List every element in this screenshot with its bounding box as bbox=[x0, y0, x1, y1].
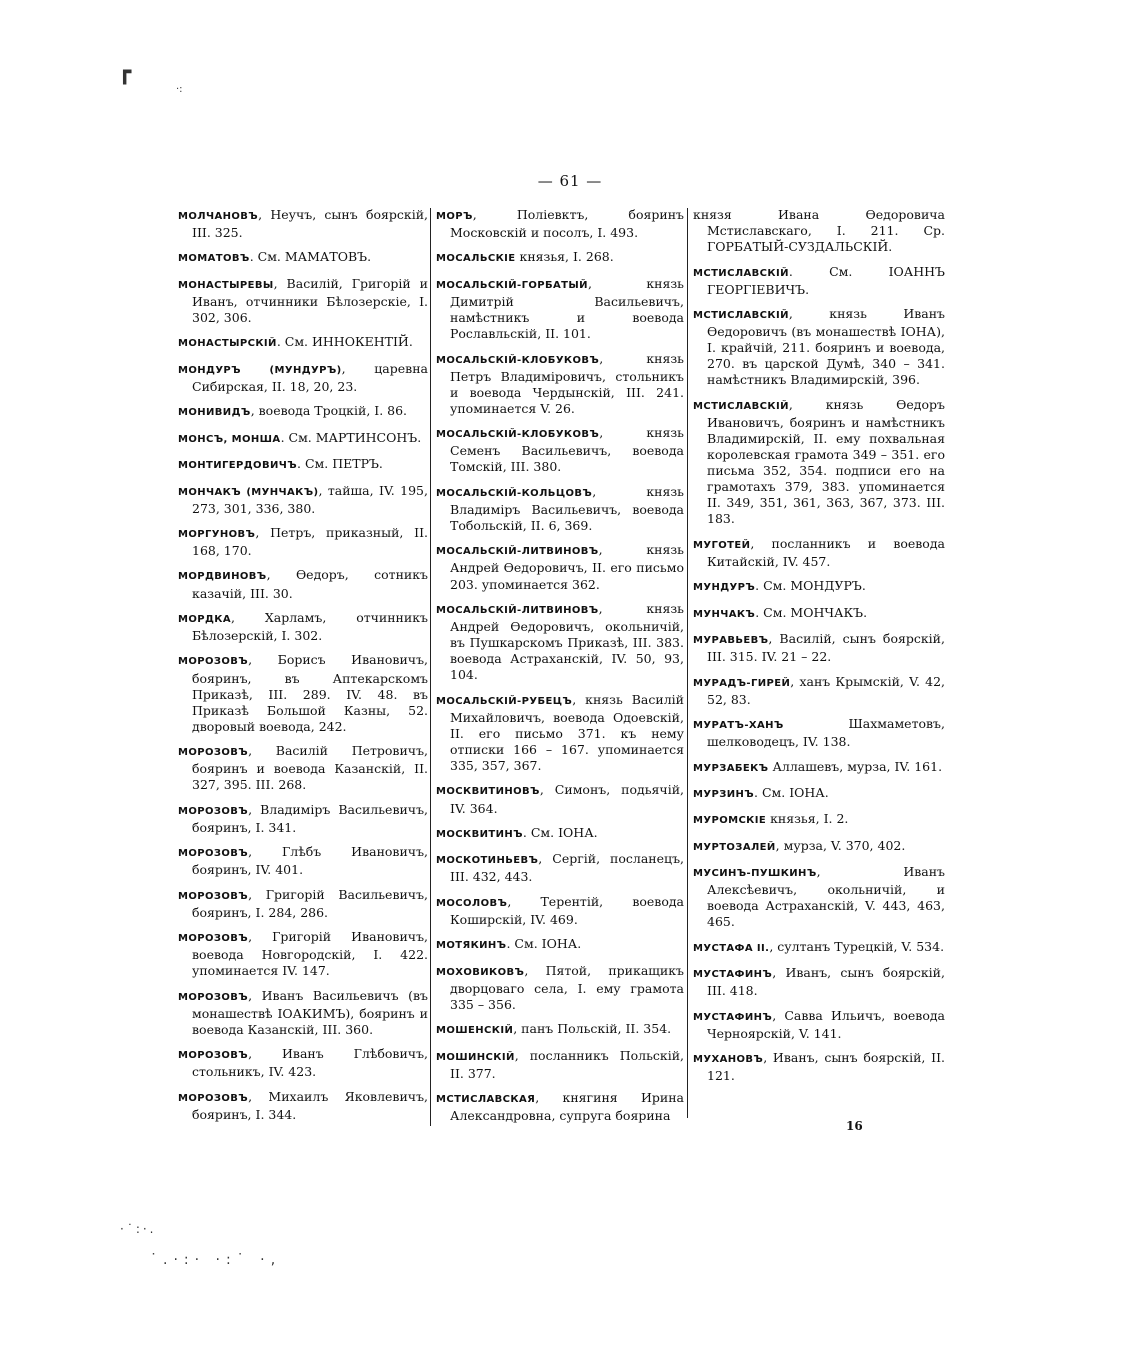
entry-headword: МУНДУРЪ bbox=[693, 582, 756, 594]
index-entry bbox=[436, 351, 684, 417]
entry-text: , Иванъ, сынъ боярскій, II. 121. bbox=[707, 1050, 945, 1084]
index-entry bbox=[178, 403, 428, 421]
index-entry bbox=[178, 743, 428, 793]
index-entry bbox=[693, 785, 945, 803]
entry-headword: МОНАСТЫРСКІЙ bbox=[178, 338, 277, 350]
entry-text: . См. ПЕТРЪ. bbox=[297, 456, 383, 472]
entry-text: , князь Владиміръ Васильевичъ, воевода Тобольскій, II. 6, 369. bbox=[450, 483, 684, 533]
index-column-2 bbox=[436, 207, 684, 1133]
entry-headword: МОСАЛЬСКІЕ bbox=[436, 253, 516, 265]
entry-headword: МУРАДЪ-ГИРЕЙ bbox=[693, 677, 791, 689]
entry-headword: МОШИНСКІЙ bbox=[436, 1051, 515, 1063]
entry-text: Аллашевъ, мурза, IV. 161. bbox=[768, 758, 943, 774]
entry-headword: МОСАЛЬСКІЙ-ГОРБАТЫЙ bbox=[436, 279, 588, 291]
entry-headword: МСТИСЛАВСКАЯ bbox=[436, 1094, 536, 1106]
index-entry bbox=[693, 631, 945, 665]
entry-text: , мурза, V. 370, 402. bbox=[775, 837, 906, 853]
index-entry bbox=[178, 1046, 428, 1080]
entry-text: князя Ивана Ѳедоровича Мстиславскаго, I. 211. Ср. ГОРБАТЫЙ-СУЗДАЛЬСКІЙ. bbox=[693, 207, 945, 255]
entry-text: . См. МАМАТОВЪ. bbox=[249, 249, 372, 265]
printer-signature-mark: 16 bbox=[846, 1119, 863, 1133]
index-column-1 bbox=[178, 207, 428, 1131]
index-entry bbox=[178, 610, 428, 644]
page-number: — 61 — bbox=[537, 172, 603, 190]
index-entry bbox=[693, 811, 945, 829]
entry-text: , князь Ѳедоръ Ивановичъ, бояринъ и намѣстникъ Владимирскій, II. ему похвальная королевская грамота 349 – 351. его письма 352, 354. подписи его на грамотахъ 379, 383. упоминается II. 349, 351, 361, 363, 367, 373. III. 183. bbox=[707, 396, 945, 527]
entry-text: князья, I. 2. bbox=[766, 811, 849, 827]
entry-headword: МОСКОТИНЬЕВЪ bbox=[436, 855, 539, 867]
entry-text: . См. ИННОКЕНТІЙ. bbox=[276, 334, 413, 350]
entry-headword: МОРОЗОВЪ bbox=[178, 890, 249, 902]
entry-text: , князь Семенъ Васильевичъ, воевода Томскій, III. 380. bbox=[450, 425, 684, 475]
entry-text: , Василій, сынъ боярскій, III. 315. IV. 21 – 22. bbox=[707, 631, 945, 665]
entry-text: . См. ІОНА. bbox=[506, 936, 582, 952]
index-entry bbox=[436, 425, 684, 475]
entry-headword: МУГОТЕЙ bbox=[693, 539, 751, 551]
index-entry bbox=[178, 929, 428, 979]
entry-headword: МУРЗИНЪ bbox=[693, 788, 755, 800]
entry-text: , тайша, IV. 195, 273, 301, 336, 380. bbox=[192, 482, 428, 516]
index-entry bbox=[436, 1090, 684, 1124]
entry-text: , князь Димитрій Васильевичъ, намѣстникъ и воевода Рославльскій, II. 101. bbox=[450, 275, 684, 342]
entry-headword: МОСКВИТИНОВЪ bbox=[436, 786, 540, 798]
index-entry bbox=[693, 306, 945, 388]
entry-text: , Иванъ, сынъ боярскій, III. 418. bbox=[707, 965, 945, 999]
entry-headword: МОСАЛЬСКІЙ-ЛИТВИНОВЪ bbox=[436, 546, 599, 558]
index-entry bbox=[178, 887, 428, 921]
index-entry bbox=[436, 692, 684, 774]
entry-headword: МОРОЗОВЪ bbox=[178, 991, 249, 1003]
entry-text: , султанъ Турецкій, V. 534. bbox=[769, 938, 945, 954]
entry-headword: МОСАЛЬСКІЙ-КОЛЬЦОВЪ bbox=[436, 487, 593, 499]
entry-headword: МОРЪ bbox=[436, 211, 473, 222]
entry-text: , князь Андрей Ѳедоровичъ, окольничій, въ Пушкарскомъ Приказѣ, III. 383. воевода Астраханскій, IV. 50, 93, 104. bbox=[450, 600, 684, 683]
index-entry bbox=[693, 674, 945, 708]
entry-headword: МОРГУНОВЪ bbox=[178, 528, 256, 540]
index-entry bbox=[178, 525, 428, 559]
index-entry bbox=[436, 1021, 684, 1039]
entry-text: . См. ІОАННЪ ГЕОРГІЕВИЧЪ. bbox=[707, 263, 945, 297]
scan-corner-mark: ┏ bbox=[118, 60, 132, 85]
index-entry bbox=[436, 276, 684, 342]
entry-headword: МОНСЪ, МОНША bbox=[178, 433, 281, 445]
entry-headword: МОРОЗОВЪ bbox=[178, 656, 249, 668]
entry-text: , ханъ Крымскій, V. 42, 52, 83. bbox=[707, 673, 945, 707]
entry-headword: МОТЯКИНЪ bbox=[436, 940, 507, 952]
column-divider bbox=[687, 208, 688, 1118]
entry-text: , Сергій, посланецъ, III. 432, 443. bbox=[450, 851, 684, 885]
index-entry bbox=[436, 484, 684, 534]
entry-headword: МУРОМСКІЕ bbox=[693, 815, 767, 827]
entry-headword: МОНТИГЕРДОВИЧЪ bbox=[178, 460, 298, 472]
index-entry bbox=[693, 864, 945, 930]
index-entry bbox=[436, 207, 684, 241]
index-entry bbox=[693, 1050, 945, 1084]
entry-text: , царевна Сибирская, II. 18, 20, 23. bbox=[192, 360, 428, 394]
entry-headword: МУХАНОВЪ bbox=[693, 1054, 764, 1066]
index-entry bbox=[436, 782, 684, 816]
entry-text: , князь Петръ Владиміровичъ, стольникъ и воевода Чердынскій, III. 241. упоминается V. 26. bbox=[450, 350, 684, 416]
entry-text: , посланникъ Польскій, II. 377. bbox=[450, 1047, 684, 1081]
entry-headword: МОРОЗОВЪ bbox=[178, 1092, 249, 1104]
entry-text: , Харламъ, отчинникъ Бѣлозерскій, I. 302. bbox=[192, 609, 428, 644]
entry-text: , воевода Троцкій, I. 86. bbox=[250, 403, 408, 419]
index-entry bbox=[693, 716, 945, 750]
index-entry bbox=[693, 264, 945, 298]
entry-headword: МУСТАФИНЪ bbox=[693, 1011, 773, 1023]
index-column-3 bbox=[693, 207, 945, 1093]
index-entry bbox=[178, 1089, 428, 1123]
entry-text: , Иванъ Васильевичъ (въ монашествѣ ІОАКИМЪ), бояринъ и воевода Казанскій, III. 360. bbox=[192, 987, 428, 1037]
entry-headword: МОРОЗОВЪ bbox=[178, 933, 249, 945]
index-entry bbox=[693, 838, 945, 856]
entry-text: , Симонъ, подьячій, IV. 364. bbox=[450, 782, 684, 816]
entry-headword: МОНЧАКЪ (МУНЧАКЪ) bbox=[178, 486, 319, 498]
entry-headword: МОСАЛЬСКІЙ-ЛИТВИНОВЪ bbox=[436, 604, 599, 616]
entry-text: , Петръ, приказный, II. 168, 170. bbox=[192, 524, 428, 559]
entry-text: , Глѣбъ Ивановичъ, бояринъ, IV. 401. bbox=[192, 844, 428, 878]
entry-text: , Михаилъ Яковлевичъ, бояринъ, I. 344. bbox=[192, 1088, 428, 1122]
entry-headword: МУСТАФИНЪ bbox=[693, 969, 773, 981]
entry-text: , Василій, Григорій и Иванъ, отчинники Бѣлозерскіе, I. 302, 306. bbox=[192, 275, 428, 326]
index-entry bbox=[693, 939, 945, 957]
entry-text: . См. МОНДУРЪ. bbox=[755, 578, 866, 594]
entry-text: , князь Иванъ Ѳедоровичъ (въ монашествѣ ІОНА), I. крайчій, 211. бояринъ и воевода, 270. въ царской Думѣ, 340 – 341. намѣстникъ Владимирскій, 396. bbox=[707, 306, 945, 388]
entry-headword: МОШЕНСКІЙ bbox=[436, 1025, 514, 1037]
index-entry bbox=[693, 207, 945, 255]
entry-headword: МОНАСТЫРЕВЫ bbox=[178, 279, 274, 291]
entry-text: , Пятой, прикащикъ дворцоваго села, I. ему грамота 335 – 356. bbox=[450, 962, 684, 1012]
entry-headword: МОЛЧАНОВЪ bbox=[178, 211, 259, 222]
index-entry bbox=[178, 844, 428, 878]
index-entry bbox=[436, 1048, 684, 1082]
entry-text: , Терентій, воевода Коширскій, IV. 469. bbox=[450, 893, 684, 927]
entry-text: , князь Василій Михайловичъ, воевода Одоевскій, II. его письмо 371. къ нему отписки 166 – 167. упоминается 335, 357, 367. bbox=[450, 691, 684, 774]
entry-headword: МОРОЗОВЪ bbox=[178, 848, 249, 860]
entry-text: , посланникъ и воевода Китайскій, IV. 457. bbox=[707, 535, 945, 569]
index-entry bbox=[693, 1008, 945, 1042]
entry-headword: МСТИСЛАВСКІЙ bbox=[693, 400, 789, 412]
entry-headword: МУНЧАКЪ bbox=[693, 608, 756, 620]
entry-text: Шахмаметовъ, шелководецъ, IV. 138. bbox=[707, 716, 945, 750]
entry-text: , Борисъ Ивановичъ, бояринъ, въ Аптекарскомъ Приказѣ, III. 289. IV. 48. въ Приказѣ Большой Казны, 52. дворовый воевода, 242. bbox=[192, 652, 428, 734]
entry-headword: МОРДВИНОВЪ bbox=[178, 571, 267, 583]
entry-text: , панъ Польскій, II. 354. bbox=[513, 1021, 672, 1037]
scan-noise: ·˙:·. bbox=[120, 1222, 157, 1236]
index-entry bbox=[693, 605, 945, 623]
entry-headword: МОСАЛЬСКІЙ-КЛОБУКОВЪ bbox=[436, 429, 600, 441]
index-entry bbox=[178, 430, 428, 448]
index-entry bbox=[693, 536, 945, 570]
index-entry bbox=[178, 988, 428, 1038]
entry-headword: МОРДКА bbox=[178, 613, 232, 625]
entry-headword: МОМАТОВЪ bbox=[178, 253, 250, 265]
index-entry bbox=[436, 936, 684, 954]
entry-headword: МСТИСЛАВСКІЙ bbox=[693, 310, 789, 322]
entry-text: , Василій Петровичъ, бояринъ и воевода Казанскій, II. 327, 395. III. 268. bbox=[192, 743, 428, 793]
entry-text: . См. МАРТИНСОНЪ. bbox=[280, 429, 422, 445]
index-entry bbox=[436, 542, 684, 592]
index-entry bbox=[436, 963, 684, 1013]
entry-text: , Иванъ Глѣбовичъ, стольникъ, IV. 423. bbox=[192, 1046, 428, 1080]
entry-headword: МОНДУРЪ (МУНДУРЪ) bbox=[178, 364, 342, 376]
entry-text: , Савва Ильичъ, воевода Черноярскій, V. 141. bbox=[707, 1007, 945, 1041]
scan-noise: ˙.·:· ·:˙ ·‚ bbox=[150, 1252, 282, 1268]
entry-text: . См. МОНЧАКЪ. bbox=[755, 604, 868, 620]
index-entry bbox=[693, 578, 945, 596]
entry-text: . См. ІОНА. bbox=[522, 824, 598, 840]
entry-text: . См. ІОНА. bbox=[754, 784, 829, 800]
index-entry bbox=[178, 207, 428, 241]
entry-headword: МОХОВИКОВЪ bbox=[436, 966, 525, 978]
entry-text: , Поліевктъ, бояринъ Московскій и посолъ, I. 493. bbox=[450, 207, 684, 241]
index-entry bbox=[178, 483, 428, 517]
index-entry bbox=[178, 334, 428, 352]
entry-headword: МУРАВЬЕВЪ bbox=[693, 635, 769, 647]
index-entry bbox=[436, 249, 684, 267]
entry-headword: МУРТОЗАЛЕЙ bbox=[693, 841, 776, 853]
index-entry bbox=[178, 802, 428, 836]
index-entry bbox=[178, 652, 428, 734]
index-entry bbox=[178, 249, 428, 267]
entry-headword: МОСАЛЬСКІЙ-РУБЕЦЪ bbox=[436, 695, 573, 707]
entry-text: , Неучъ, сынъ боярскій, III. 325. bbox=[192, 207, 428, 241]
index-entry bbox=[693, 397, 945, 528]
index-entry bbox=[178, 456, 428, 474]
entry-headword: МСТИСЛАВСКІЙ bbox=[693, 267, 789, 279]
entry-text: , княгиня Ирина Александровна, супруга боярина bbox=[450, 1090, 684, 1124]
entry-text: , князь Андрей Ѳедоровичъ, II. его письмо 203. упоминается 362. bbox=[450, 542, 684, 592]
entry-headword: МОСКВИТИНЪ bbox=[436, 828, 523, 840]
index-entry bbox=[436, 825, 684, 843]
index-entry bbox=[436, 601, 684, 683]
entry-text: , Григорій Ивановичъ, воевода Новгородскій, I. 422. упоминается IV. 147. bbox=[192, 929, 428, 979]
index-entry bbox=[178, 276, 428, 326]
entry-text: , Иванъ Алексѣевичъ, окольничій, и воевода Астраханскій, V. 443, 463, 465. bbox=[707, 864, 945, 930]
entry-text: , Григорій Васильевичъ, бояринъ, I. 284, 286. bbox=[192, 886, 428, 920]
entry-text: , Ѳедоръ, сотникъ казачій, III. 30. bbox=[192, 567, 428, 601]
index-entry bbox=[178, 567, 428, 601]
index-entry bbox=[436, 894, 684, 928]
index-entry bbox=[436, 851, 684, 885]
index-entry bbox=[693, 965, 945, 999]
entry-headword: МОСАЛЬСКІЙ-КЛОБУКОВЪ bbox=[436, 354, 600, 366]
entry-headword: МОРОЗОВЪ bbox=[178, 1050, 249, 1062]
entry-headword: МУРЗАБЕКЪ bbox=[693, 762, 769, 774]
entry-headword: МУСИНЪ-ПУШКИНЪ bbox=[693, 868, 817, 880]
entry-text: , Владиміръ Васильевичъ, бояринъ, I. 341. bbox=[192, 801, 428, 835]
index-entry bbox=[693, 759, 945, 777]
entry-headword: МУСТАФА II. bbox=[693, 942, 770, 954]
entry-headword: МОРОЗОВЪ bbox=[178, 747, 249, 759]
entry-headword: МОНИВИДЪ bbox=[178, 407, 251, 419]
entry-headword: МОРОЗОВЪ bbox=[178, 805, 249, 817]
column-divider bbox=[430, 208, 431, 1126]
entry-text: князья, I. 268. bbox=[515, 249, 614, 265]
index-entry bbox=[178, 361, 428, 395]
scan-speck: ·: bbox=[176, 84, 183, 95]
entry-headword: МУРАТЪ-ХАНЪ bbox=[693, 720, 784, 732]
entry-headword: МОСОЛОВЪ bbox=[436, 897, 508, 909]
